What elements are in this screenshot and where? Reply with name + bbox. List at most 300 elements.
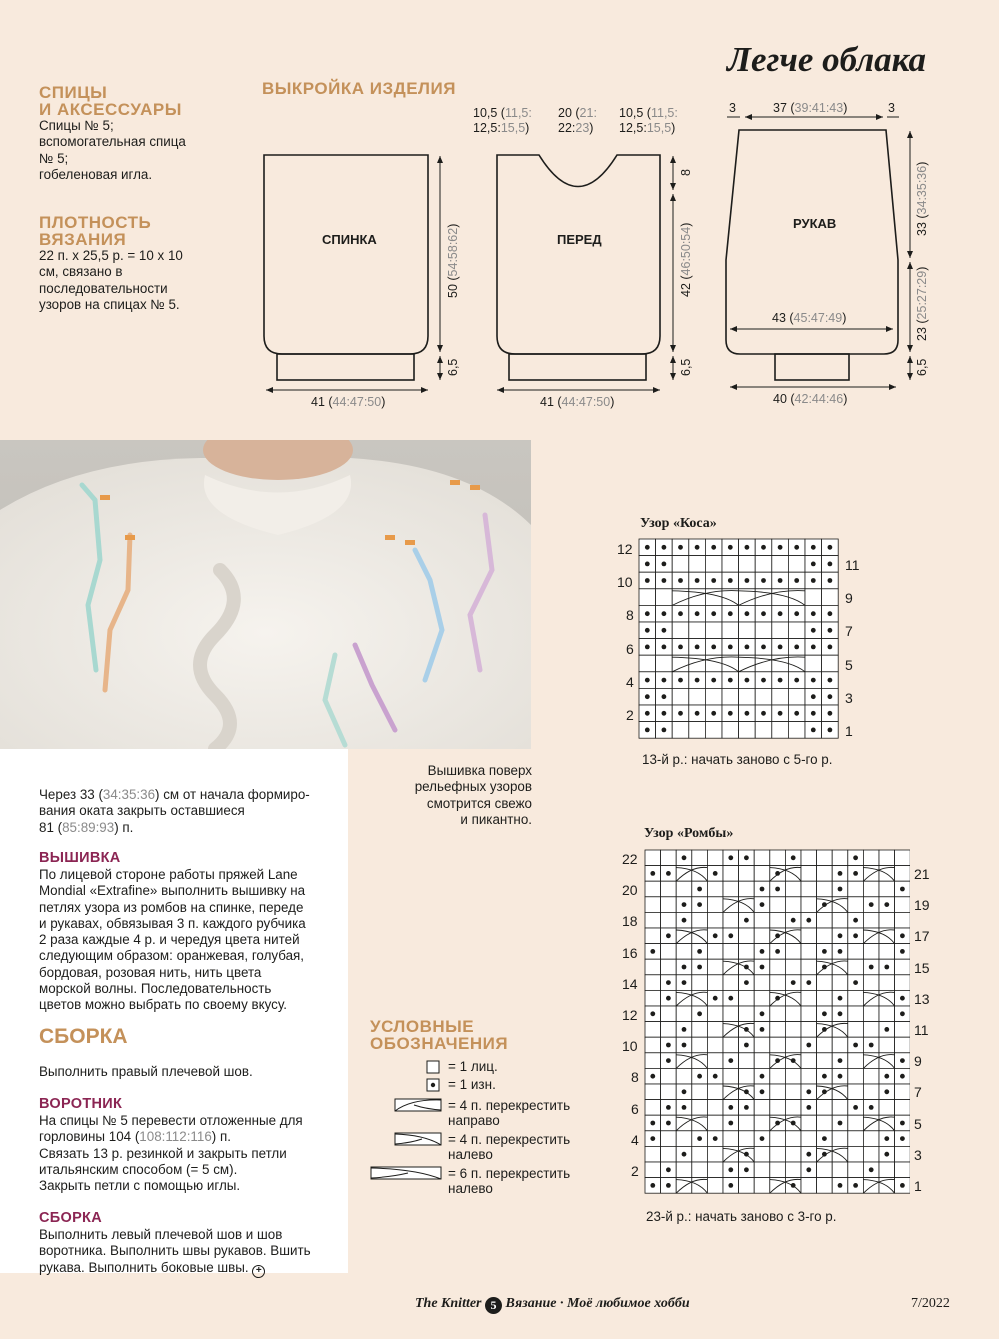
- purl-dot: [853, 855, 858, 860]
- purl-dot: [728, 996, 733, 1001]
- purl-dot: [811, 728, 816, 733]
- chart-cell: [832, 975, 848, 991]
- chart-cell: [656, 589, 673, 606]
- purl-dot: [697, 887, 702, 892]
- chart-cell: [879, 1162, 895, 1178]
- chart-cell: [805, 655, 822, 672]
- chart-cell: [755, 622, 772, 639]
- chart-cell: [722, 722, 739, 739]
- purl-dot: [760, 1011, 765, 1016]
- chart-cell: [722, 688, 739, 705]
- purl-dot: [682, 1105, 687, 1110]
- legend-heading: УСЛОВНЫЕ ОБОЗНАЧЕНИЯ: [370, 1017, 509, 1053]
- chart-cell: [817, 866, 833, 882]
- chart-cell: [788, 556, 805, 573]
- chart-cell: [754, 1037, 770, 1053]
- chart-cell: [692, 1146, 708, 1162]
- chart-cell: [848, 1022, 864, 1038]
- cable-row-number: 11: [845, 557, 860, 573]
- cable-chart-note: 13-й р.: начать заново с 5-го р.: [642, 752, 833, 767]
- purl-dot: [678, 611, 683, 616]
- chart-cell: [895, 912, 910, 928]
- purl-dot: [711, 578, 716, 583]
- chart-cell: [645, 912, 661, 928]
- chart-cell: [770, 897, 786, 913]
- purl-dot: [794, 645, 799, 650]
- chart-cell: [817, 928, 833, 944]
- chart-cell: [895, 1022, 910, 1038]
- chart-cell: [739, 866, 755, 882]
- chart-cell: [788, 622, 805, 639]
- chart-cell: [707, 975, 723, 991]
- purl-dot: [744, 1167, 749, 1172]
- chart-cell: [739, 881, 755, 897]
- chart-cell: [739, 688, 756, 705]
- purl-dot: [806, 1089, 811, 1094]
- back-rib-dim: 6,5: [446, 358, 460, 376]
- purl-dot: [838, 1074, 843, 1079]
- diamond-row-number: 18: [622, 913, 638, 930]
- tools-text: Спицы № 5; вспомогательная спица № 5; гобеленовая игла.: [39, 118, 186, 182]
- chart-cell: [754, 1178, 770, 1194]
- purl-dot: [811, 578, 816, 583]
- chart-cell: [755, 722, 772, 739]
- purl-dot: [760, 965, 765, 970]
- purl-dot: [713, 871, 718, 876]
- purl-dot: [838, 933, 843, 938]
- chart-cell: [661, 1084, 677, 1100]
- front-shoulder-left-dim: 10,5 (11,5: 12,5:15,5): [473, 106, 532, 135]
- purl-dot: [745, 611, 750, 616]
- purl-dot: [778, 611, 783, 616]
- purl-dot: [666, 980, 671, 985]
- chart-cell: [676, 1006, 692, 1022]
- assembly2-heading: СБОРКА: [39, 1210, 102, 1226]
- purl-dot: [760, 902, 765, 907]
- chart-cell: [661, 1006, 677, 1022]
- gauge-heading: ПЛОТНОСТЬ ВЯЗАНИЯ: [39, 213, 152, 249]
- chart-cell: [801, 1115, 817, 1131]
- purl-dot: [838, 1011, 843, 1016]
- chart-cell: [832, 850, 848, 866]
- cable-chart-title: Узор «Коса»: [640, 516, 717, 531]
- legend-cable-left-4: = 4 п. перекрестить налево: [448, 1132, 571, 1162]
- purl-dot: [728, 545, 733, 550]
- chart-cell: [848, 1115, 864, 1131]
- purl-dot: [791, 980, 796, 985]
- chart-cell: [723, 866, 739, 882]
- chart-cell: [817, 1162, 833, 1178]
- assembly-heading: СБОРКА: [39, 1025, 128, 1048]
- pattern-heading: ВЫКРОЙКА ИЗДЕЛИЯ: [262, 79, 456, 98]
- chart-cell: [672, 722, 689, 739]
- chart-cell: [772, 722, 789, 739]
- chart-cell: [848, 1162, 864, 1178]
- diamond-row-number: 12: [622, 1007, 638, 1023]
- purl-dot: [794, 711, 799, 716]
- assembly2-text: Выполнить левый плечевой шов и шов воротника. Выполнить швы рукавов. Вшить рукава. Выполнить боковые швы. +: [39, 1227, 311, 1276]
- end-mark-icon: +: [252, 1265, 265, 1278]
- chart-cell: [817, 1115, 833, 1131]
- purl-dot: [645, 678, 650, 683]
- purl-dot: [761, 545, 766, 550]
- purl-dot: [650, 1136, 655, 1141]
- chart-cell: [723, 1131, 739, 1147]
- purl-dot: [682, 1089, 687, 1094]
- chart-cell: [801, 1178, 817, 1194]
- chart-cell: [848, 881, 864, 897]
- chart-cell: [879, 850, 895, 866]
- purl-dot: [728, 1058, 733, 1063]
- diamond-chart: [644, 849, 910, 1195]
- chart-cell: [863, 975, 879, 991]
- purl-dot: [806, 918, 811, 923]
- chart-cell: [722, 655, 739, 672]
- purl-dot: [761, 611, 766, 616]
- purl-dot: [760, 949, 765, 954]
- purl-dot: [713, 1136, 718, 1141]
- chart-cell: [676, 1162, 692, 1178]
- chart-cell: [895, 1162, 910, 1178]
- purl-dot: [682, 918, 687, 923]
- purl-dot: [828, 728, 833, 733]
- chart-cell: [754, 928, 770, 944]
- chart-cell: [863, 912, 879, 928]
- chart-cell: [801, 1053, 817, 1069]
- purl-dot: [828, 611, 833, 616]
- purl-dot: [728, 711, 733, 716]
- chart-cell: [785, 881, 801, 897]
- purl-dot: [711, 678, 716, 683]
- purl-dot: [760, 1027, 765, 1032]
- chart-cell: [661, 850, 677, 866]
- cable-right-4-symbol: [395, 1099, 441, 1111]
- legend-symbols: [366, 1058, 446, 1198]
- chart-cell: [863, 881, 879, 897]
- purl-dot: [822, 1136, 827, 1141]
- cable-row-number: 10: [617, 574, 633, 591]
- purl-dot: [811, 628, 816, 633]
- chart-cell: [661, 1022, 677, 1038]
- chart-cell: [848, 897, 864, 913]
- front-label: ПЕРЕД: [557, 232, 602, 247]
- purl-dot: [884, 1136, 889, 1141]
- chart-cell: [801, 990, 817, 1006]
- purl-dot: [728, 678, 733, 683]
- chart-cell: [645, 850, 661, 866]
- purl-dot: [645, 645, 650, 650]
- chart-cell: [754, 866, 770, 882]
- chart-cell: [895, 850, 910, 866]
- purl-dot: [666, 1167, 671, 1172]
- diamond-row-number: 2: [631, 1163, 639, 1179]
- purl-dot: [744, 1105, 749, 1110]
- purl-dot: [662, 694, 667, 699]
- back-label: СПИНКА: [322, 232, 377, 247]
- chart-cell: [739, 1068, 755, 1084]
- purl-dot: [678, 545, 683, 550]
- purl-dot: [900, 1183, 905, 1188]
- purl-dot: [794, 578, 799, 583]
- chart-cell: [770, 850, 786, 866]
- purl-dot: [884, 1089, 889, 1094]
- chart-cell: [692, 1084, 708, 1100]
- purl-dot: [761, 678, 766, 683]
- purl-dot: [853, 871, 858, 876]
- purl-dot: [838, 887, 843, 892]
- diamond-row-number: 3: [914, 1146, 922, 1163]
- purl-dot: [811, 545, 816, 550]
- chart-cell: [656, 655, 673, 672]
- chart-cell: [817, 1178, 833, 1194]
- purl-dot: [682, 965, 687, 970]
- diamond-row-number: 20: [622, 882, 638, 899]
- chart-cell: [676, 881, 692, 897]
- chart-cell: [723, 1068, 739, 1084]
- purl-dot: [806, 1105, 811, 1110]
- chart-cell: [672, 556, 689, 573]
- legend-knit: = 1 лиц.: [448, 1059, 498, 1074]
- chart-cell: [879, 944, 895, 960]
- purl-dot: [869, 965, 874, 970]
- purl-dot: [666, 1121, 671, 1126]
- chart-cell: [645, 928, 661, 944]
- tools-heading: СПИЦЫ И АКСЕССУАРЫ: [39, 83, 182, 119]
- chart-cell: [895, 959, 910, 975]
- purl-dot: [662, 711, 667, 716]
- purl-dot: [900, 949, 905, 954]
- chart-cell: [848, 1006, 864, 1022]
- chart-cell: [785, 959, 801, 975]
- chart-cell: [801, 1022, 817, 1038]
- purl-dot: [828, 562, 833, 567]
- footer-brand: The Knitter 5 Вязание · Моё любимое хобби: [415, 1296, 690, 1312]
- chart-cell: [788, 688, 805, 705]
- purl-dot: [900, 887, 905, 892]
- purl-dot: [713, 933, 718, 938]
- purl-dot: [682, 980, 687, 985]
- chart-cell: [722, 622, 739, 639]
- chart-cell: [801, 959, 817, 975]
- sleeve-label: РУКАВ: [793, 216, 837, 231]
- diamond-row-number: 7: [914, 1084, 922, 1101]
- chart-cell: [645, 990, 661, 1006]
- purl-dot: [678, 578, 683, 583]
- purl-dot: [828, 578, 833, 583]
- sleeve-cap-text: Через 33 (34:35:36) см от начала формиро- вания оката закрыть оставшиеся 81 (85:89:93) п.: [39, 787, 310, 835]
- chart-cell: [770, 1068, 786, 1084]
- purl-dot: [745, 578, 750, 583]
- chart-cell: [689, 722, 706, 739]
- purl-dot: [900, 996, 905, 1001]
- assembly-text: Выполнить правый плечевой шов.: [39, 1064, 253, 1079]
- purl-dot: [682, 1152, 687, 1157]
- chart-cell: [672, 688, 689, 705]
- chart-cell: [770, 1162, 786, 1178]
- chart-cell: [689, 688, 706, 705]
- purl-dot: [695, 545, 700, 550]
- chart-cell: [722, 556, 739, 573]
- purl-dot: [645, 578, 650, 583]
- chart-cell: [801, 1131, 817, 1147]
- purl-dot: [806, 1167, 811, 1172]
- purl-dot: [666, 871, 671, 876]
- chart-cell: [801, 866, 817, 882]
- purl-dot: [645, 545, 650, 550]
- purl-dot: [828, 711, 833, 716]
- chart-cell: [707, 1022, 723, 1038]
- purl-dot: [650, 1011, 655, 1016]
- chart-cell: [863, 850, 879, 866]
- chart-cell: [801, 897, 817, 913]
- chart-cell: [739, 990, 755, 1006]
- chart-cell: [645, 897, 661, 913]
- chart-cell: [645, 881, 661, 897]
- chart-cell: [707, 881, 723, 897]
- chart-cell: [722, 589, 739, 606]
- purl-dot: [900, 1074, 905, 1079]
- purl-dot: [822, 1074, 827, 1079]
- purl-dot: [666, 1105, 671, 1110]
- purl-dot: [806, 1152, 811, 1157]
- chart-cell: [770, 1131, 786, 1147]
- sleeve-bottom-dim: 40 (42:44:46): [773, 392, 848, 406]
- chart-cell: [817, 1037, 833, 1053]
- purl-dot: [900, 933, 905, 938]
- page-number-badge: 5: [485, 1297, 502, 1314]
- purl-dot: [662, 678, 667, 683]
- chart-cell: [707, 1037, 723, 1053]
- chart-cell: [754, 1053, 770, 1069]
- purl-dot: [662, 611, 667, 616]
- purl-dot: [645, 728, 650, 733]
- purl-dot: [662, 545, 667, 550]
- purl-dot: [869, 1167, 874, 1172]
- back-width-dim: 41 (44:47:50): [311, 395, 386, 409]
- chart-cell: [788, 722, 805, 739]
- purl-dot: [666, 1043, 671, 1048]
- chart-cell: [707, 944, 723, 960]
- diamond-chart-title: Узор «Ромбы»: [644, 826, 734, 841]
- sleeve-top-left-dim: 3: [729, 101, 736, 115]
- chart-cell: [692, 1022, 708, 1038]
- chart-cell: [705, 722, 722, 739]
- chart-cell: [785, 1068, 801, 1084]
- purl-dot: [666, 933, 671, 938]
- purl-dot: [761, 645, 766, 650]
- chart-cell: [739, 1006, 755, 1022]
- chart-cell: [863, 1084, 879, 1100]
- sweater-photo: [0, 440, 531, 749]
- purl-dot: [853, 1043, 858, 1048]
- purl-dot: [728, 611, 733, 616]
- purl-dot: [662, 645, 667, 650]
- purl-dot: [884, 1074, 889, 1079]
- purl-dot: [682, 855, 687, 860]
- purl-dot: [853, 1183, 858, 1188]
- chart-cell: [788, 655, 805, 672]
- chart-cell: [785, 1100, 801, 1116]
- chart-cell: [739, 928, 755, 944]
- chart-cell: [689, 556, 706, 573]
- chart-cell: [754, 990, 770, 1006]
- purl-dot: [728, 1183, 733, 1188]
- chart-cell: [754, 1100, 770, 1116]
- purl-dot: [697, 1074, 702, 1079]
- chart-cell: [879, 1037, 895, 1053]
- purl-dot: [645, 562, 650, 567]
- purl-dot: [778, 645, 783, 650]
- cable-row-number: 3: [845, 689, 853, 706]
- purl-dot: [884, 902, 889, 907]
- purl-dot: [853, 918, 858, 923]
- chart-cell: [895, 975, 910, 991]
- purl-dot: [760, 1089, 765, 1094]
- chart-cell: [754, 975, 770, 991]
- chart-cell: [723, 975, 739, 991]
- purl-dot: [828, 694, 833, 699]
- chart-cell: [645, 1053, 661, 1069]
- purl-dot: [853, 980, 858, 985]
- purl-dot: [695, 711, 700, 716]
- purl-dot: [811, 711, 816, 716]
- chart-cell: [895, 897, 910, 913]
- cable-row-number: 6: [626, 640, 634, 657]
- magazine-title: Легче облака: [727, 40, 927, 79]
- purl-dot: [838, 871, 843, 876]
- chart-cell: [645, 1100, 661, 1116]
- purl-dot: [711, 711, 716, 716]
- purl-dot: [728, 855, 733, 860]
- purl-dot: [695, 578, 700, 583]
- purl-dot: [728, 1121, 733, 1126]
- diamond-row-number: 22: [622, 851, 638, 867]
- cable-row-number: 1: [845, 723, 853, 739]
- chart-cell: [707, 912, 723, 928]
- diamond-row-number: 9: [914, 1053, 922, 1070]
- chart-cell: [707, 897, 723, 913]
- chart-cell: [879, 975, 895, 991]
- chart-cell: [817, 975, 833, 991]
- purl-dot: [682, 1043, 687, 1048]
- chart-cell: [785, 1037, 801, 1053]
- purl-dot: [794, 678, 799, 683]
- purl-dot: [711, 645, 716, 650]
- chart-cell: [639, 589, 656, 606]
- sleeve-rib-dim: 6,5: [915, 358, 929, 376]
- chart-cell: [692, 850, 708, 866]
- chart-cell: [661, 1146, 677, 1162]
- front-neck-depth-dim: 8: [679, 169, 693, 176]
- chart-cell: [645, 1084, 661, 1100]
- purl-dot: [666, 1058, 671, 1063]
- chart-cell: [848, 990, 864, 1006]
- diamond-row-number: 6: [631, 1100, 639, 1117]
- chart-cell: [755, 688, 772, 705]
- chart-cell: [770, 959, 786, 975]
- purl-dot: [811, 645, 816, 650]
- chart-cell: [739, 1053, 755, 1069]
- chart-cell: [772, 556, 789, 573]
- chart-cell: [772, 688, 789, 705]
- chart-cell: [817, 912, 833, 928]
- chart-cell: [879, 1006, 895, 1022]
- chart-cell: [739, 1131, 755, 1147]
- chart-cell: [772, 622, 789, 639]
- purl-dot: [697, 949, 702, 954]
- sleeve-top-right-dim: 3: [888, 101, 895, 115]
- chart-cell: [817, 881, 833, 897]
